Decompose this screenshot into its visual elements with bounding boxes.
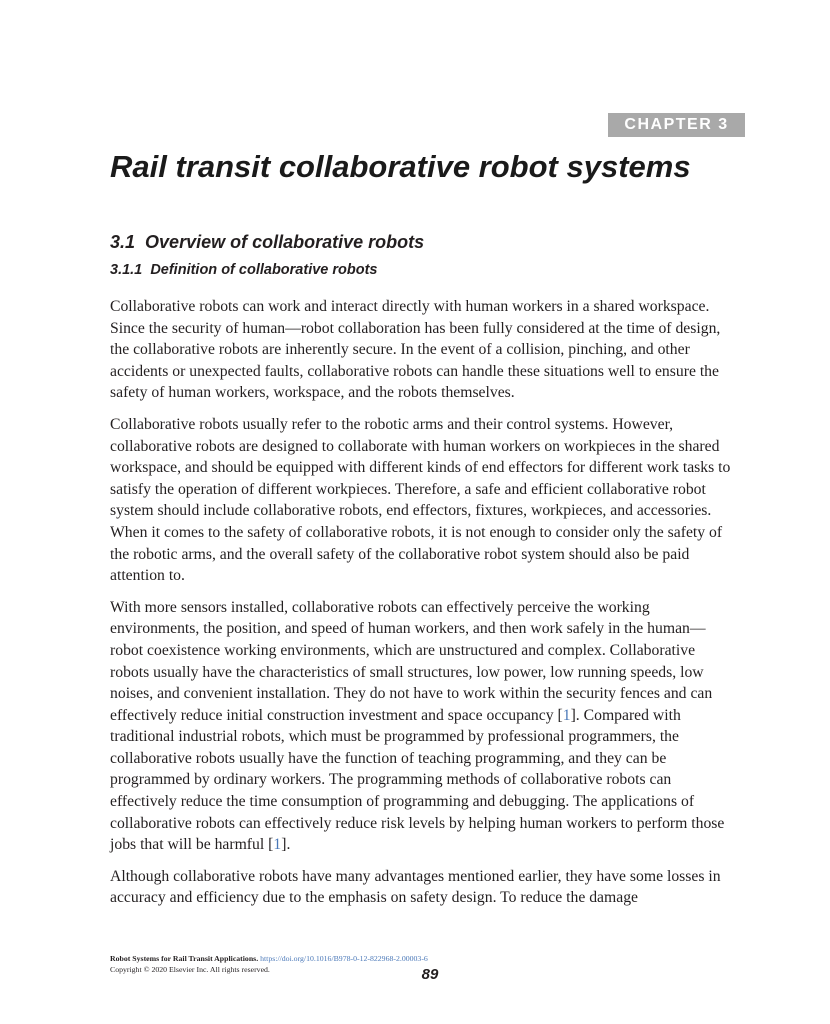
paragraph-1: Collaborative robots can work and interact directly with human workers in a shared workspace. Since the security of human—robot collaboration has been fully considered at the time of design, the collaborative robots are inherently secure. In the event of a collision, pinching, and other accidents or unexpected faults, collaborative robots can handle these situations well to ensure the safety of human workers, workspace, and the robots themselves. bbox=[110, 298, 721, 402]
paragraph-2: Collaborative robots usually refer to the robotic arms and their control systems. However, collaborative robots are designed to collaborate with human workers on workpieces in the shared workspace, and should be equipped with different kinds of end effectors for different work tasks to satisfy the operation of different workpieces. Therefore, a safe and efficient collaborative robot system should include collaborative robots, end effectors, fixtures, workpieces, and accessories. When it comes to the safety of collaborative robots, it is not enough to consider only the safety of the robotic arms, and the overall safety of the collaborative robot system should also be paid attention to. bbox=[110, 415, 731, 585]
paragraph-3-part-c: ]. bbox=[281, 836, 291, 854]
chapter-label: CHAPTER 3 bbox=[608, 113, 745, 137]
subsection-heading bbox=[110, 259, 378, 281]
paragraph-3 bbox=[110, 597, 738, 856]
footer-book-title: Robot Systems for Rail Transit Applications. bbox=[110, 954, 259, 963]
citation-link-2[interactable]: 1 bbox=[273, 836, 282, 854]
page-number: 89 bbox=[421, 966, 439, 983]
section-heading bbox=[110, 229, 424, 255]
chapter-title: Rail transit collaborative robot systems bbox=[110, 149, 691, 184]
footer-citation bbox=[110, 953, 738, 964]
paragraph-4: Although collaborative robots have many advantages mentioned earlier, they have some losses in accuracy and efficiency due to the emphasis on safety design. To reduce the damage bbox=[110, 867, 721, 907]
section-title: Overview of collaborative robots bbox=[145, 232, 425, 252]
footer-doi-link[interactable]: https://doi.org/10.1016/B978-0-12-822968-2.00003-6 bbox=[260, 954, 428, 963]
subsection-number: 3.1.1 bbox=[110, 262, 143, 278]
citation-link-1[interactable]: 1 bbox=[562, 706, 571, 724]
paragraph-3-part-a: With more sensors installed, collaborative robots can effectively perceive the working environments, the position, and speed of human workers, and then work safely in the human—robot coexistence working environments, which are unstructured and complex. Collaborative robots usually have the characteristics of small structures, low power, low running speeds, low noises, and convenient installation. They do not have to work within the security fences and can effectively reduce initial construction investment and space occupancy [ bbox=[110, 598, 713, 724]
section-number: 3.1 bbox=[110, 232, 136, 252]
paragraph-3-part-b: ]. Compared with traditional industrial robots, which must be programmed by professional programmers, the collaborative robots usually have the function of teaching programming, and they can be programmed by ordinary workers. The programming methods of collaborative robots can effectively reduce the time consumption of programming and debugging. The applications of collaborative robots can effectively reduce risk levels by helping human workers to perform those jobs that will be harmful [ bbox=[110, 706, 725, 854]
footer-copyright: Copyright © 2020 Elsevier Inc. All rights reserved. bbox=[110, 965, 270, 974]
body-text bbox=[110, 296, 738, 919]
subsection-title: Definition of collaborative robots bbox=[150, 262, 378, 278]
